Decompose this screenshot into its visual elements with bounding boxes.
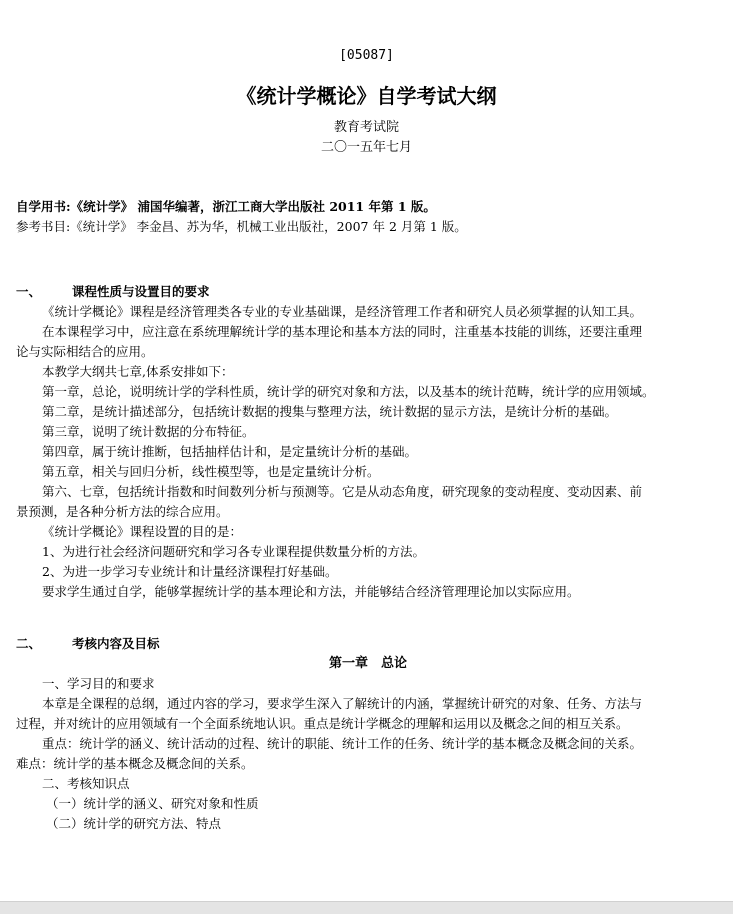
- paragraph-line: （二）统计学的研究方法、特点: [46, 816, 222, 831]
- paragraph-line: 难点：统计学的基本概念及概念间的关系。: [16, 756, 254, 771]
- paragraph-line: 《统计学概论》课程设置的目的是：: [42, 524, 243, 539]
- paragraph-line: 第三章，说明了统计数据的分布特征。: [42, 424, 255, 439]
- horizontal-scrollbar[interactable]: [0, 901, 733, 914]
- paragraph-line: 要求学生通过自学，能够掌握统计学的基本理论和方法，并能够结合经济管理理论加以实际应用。: [42, 584, 580, 599]
- paragraph-line: 第二章，是统计描述部分，包括统计数据的搜集与整理方法，统计数据的显示方法，是统计分析的基础。: [42, 404, 618, 419]
- paragraph-line: 本章是全课程的总纲，通过内容的学习，要求学生深入了解统计的内涵，掌握统计研究的对象、任务、方法与: [42, 696, 643, 711]
- paragraph-line: 本教学大纲共七章,体系安排如下：: [42, 364, 234, 379]
- paragraph-line: 在本课程学习中，应注意在系统理解统计学的基本理论和基本方法的同时，注重基本技能的训练，还要注重理: [42, 324, 643, 339]
- paragraph-line: （一）统计学的涵义、研究对象和性质: [46, 796, 259, 811]
- issuing-organization: 教育考试院: [333, 120, 399, 135]
- paragraph-line: 二、考核知识点: [42, 776, 130, 791]
- paragraph-line: 《统计学概论》课程是经济管理类各专业的专业基础课，是经济管理工作者和研究人员必须掌握的认知工具。: [42, 304, 643, 319]
- section-heading: [16, 634, 720, 654]
- paragraph-line: 1、为进行社会经济问题研究和学习各专业课程提供数量分析的方法。: [42, 544, 425, 559]
- section-title: 课程性质与设置目的要求: [72, 284, 210, 299]
- reference-line: 参考书目:《统计学》 李金昌、苏为华，机械工业出版社，2007 年 2 月第 1 版。: [16, 219, 467, 234]
- section-number: 一、: [16, 284, 42, 299]
- paragraph-line: 重点：统计学的涵义、统计活动的过程、统计的职能、统计工作的任务、统计学的基本概念及概念间的关系。: [42, 736, 643, 751]
- paragraph-line: 论与实际相结合的应用。: [16, 344, 154, 359]
- paragraph-line: 第一章，总论，说明统计学的学科性质，统计学的研究对象和方法，以及基本的统计范畴，统计学的应用领域。: [42, 384, 655, 399]
- section-title: 考核内容及目标: [72, 636, 160, 651]
- section-course-nature: [16, 282, 720, 602]
- textbook-line: 自学用书:《统计学》 浦国华编著，浙江工商大学出版社 2011 年第 1 版。: [16, 199, 436, 214]
- section-heading: [16, 282, 720, 302]
- course-code: [05087]: [339, 48, 394, 63]
- paragraph-line: 第四章，属于统计推断，包括抽样估计和，是定量统计分析的基础。: [42, 444, 418, 459]
- issue-date: 二〇一五年七月: [320, 140, 412, 155]
- section-exam-content: [16, 634, 720, 834]
- paragraph-line: 2、为进一步学习专业统计和计量经济课程打好基础。: [42, 564, 338, 579]
- paragraph-line: 一、学习目的和要求: [42, 676, 155, 691]
- paragraph-line: 第五章，相关与回归分析，线性模型等，也是定量统计分析。: [42, 464, 380, 479]
- paragraph-line: 第六、七章，包括统计指数和时间数列分析与预测等。它是从动态角度，研究现象的变动程度、变动因素、前: [42, 484, 643, 499]
- paragraph-line: 过程，并对统计的应用领域有一个全面系统地认识。重点是统计学概念的理解和运用以及概念之间的相互关系。: [16, 716, 629, 731]
- paragraph-line: 景预测，是各种分析方法的综合应用。: [16, 504, 229, 519]
- document-title: 《统计学概论》自学考试大纲: [236, 84, 497, 108]
- section-number: 二、: [16, 636, 42, 651]
- chapter-heading: 第一章 总论: [328, 656, 407, 671]
